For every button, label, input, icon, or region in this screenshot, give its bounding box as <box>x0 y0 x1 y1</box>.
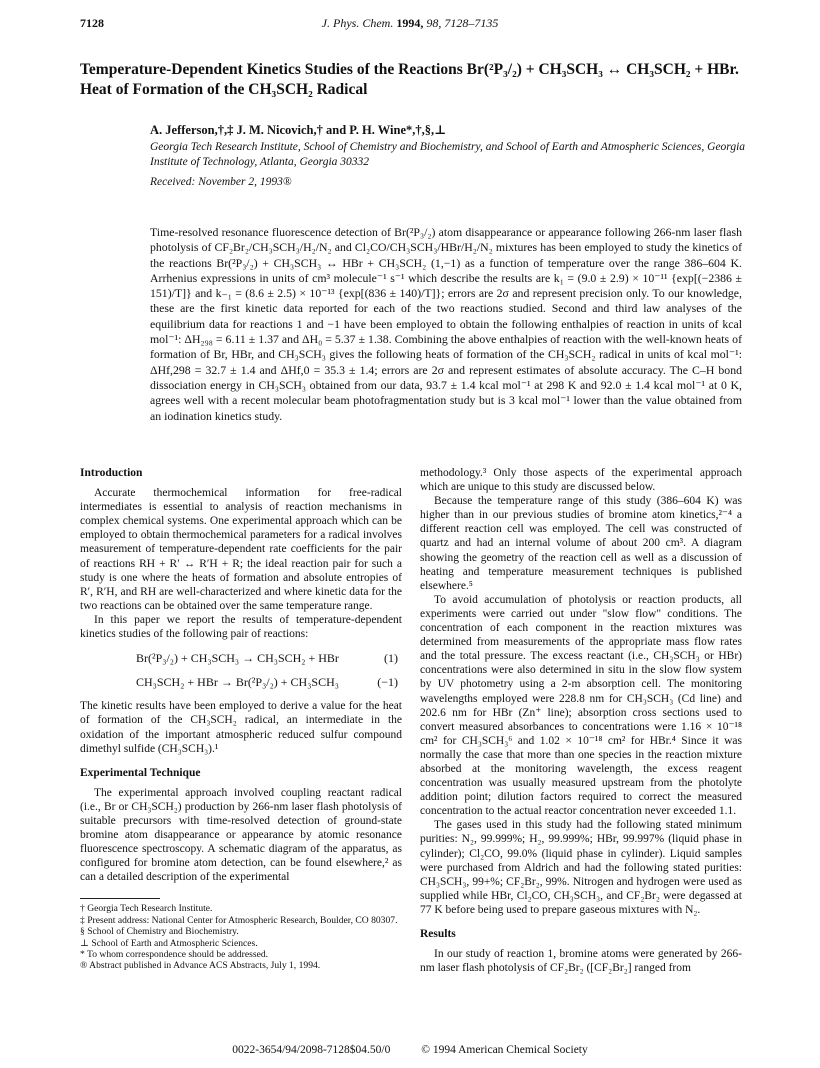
received-date: Received: November 2, 1993® <box>150 176 292 188</box>
intro-paragraph-2: In this paper we report the results of temperature-dependent kinetics studies of the following pair of reactions: <box>80 613 402 641</box>
author-list: A. Jefferson,†,‡ J. M. Nicovich,† and P. H. Wine*,†,§,⊥ <box>150 123 447 137</box>
experimental-paragraph-2: Because the temperature range of this study (386–604 K) was higher than in our previous studies of bromine atom kinetics,²⁻⁴ a different reaction cell was employed. The cell was constructed of quartz and had an internal volume of about 200 cm³. A diagram showing the geometry of the reaction cell as well as a discussion of heating and temperature measurement techniques is published elsewhere.⁵ <box>420 495 742 592</box>
footnote: † Georgia Tech Research Institute. <box>80 903 213 915</box>
page-number: 7128 <box>80 16 104 30</box>
running-head <box>80 16 740 34</box>
page-footer <box>80 1044 740 1056</box>
experimental-paragraph-3: To avoid accumulation of photolysis or reaction products, all experiments were carried out under "slow flow" conditions. The concentration of each component in the reaction mixtures was determined from measurements of the appropriate mass flow rates and the total pressure. The excess reactant (i.e., CH₃SCH₃ or HBr) concentrations were also determined in situ in the slow flow system by UV photometry using a 2-m absorption cell. The monitoring wavelengths employed were 228.8 nm for CH₃SCH₃ (Cd line) and 202.6 nm for HBr (Zn⁺ line); absorption cross sections used to convert measured absorbances to concentrations were 1.16 × 10⁻¹⁸ cm² for CH₃SCH₃⁶ and 1.02 × 10⁻¹⁸ cm² for HBr.⁴ Since it was normally the case that more than one species in the reaction mixture absorbed at the monitoring wavelength, the excess reagent concentration was usually measured upstream from the photolyte addition point; dilution factors required to correct the measured concentration to the actual reactor concentration never exceeded 1.1. <box>420 593 742 818</box>
journal-year: 1994, <box>396 16 424 30</box>
section-heading-introduction: Introduction <box>80 467 143 479</box>
article-code: 0022-3654/94/2098-7128$04.50/0 <box>232 1044 391 1056</box>
footnote-rule <box>80 898 160 899</box>
journal-citation <box>80 16 740 31</box>
intro-paragraph-3: The kinetic results have been employed to derive a value for the heat of formation of the CH₃SCH₂ radical, an intermediate in the oxidation of the important atmospheric reduced sulfur compound dimethyl sulfide (CH₃SCH₃).¹ <box>80 700 402 755</box>
right-column <box>420 466 742 975</box>
affiliation: Georgia Tech Research Institute, School of Chemistry and Biochemistry, and School of Earth and Atmospheric Sciences, Georgia Institute of Technology, Atlanta, Georgia 30332 <box>150 141 746 168</box>
intro-paragraph-1: Accurate thermochemical information for free-radical intermediates is essential to analysis of reaction mechanisms in complex chemical systems. One experimental approach which can be employed to obtain thermochemical parameters for a radical involves measurement of temperature-dependent rate coefficients for the pair of reactions RH + R′ ↔ R′H + R; the ideal reaction pair for such a study is one where the heats of formation and absolute entropies of R′, R′H, and RH are well-characterized and where kinetic data for the two reactions can be obtained over the same temperature range. <box>80 487 402 612</box>
copyright-notice: © 1994 American Chemical Society <box>421 1044 588 1056</box>
reaction-equation-minus-1 <box>80 675 402 689</box>
footnote: * To whom correspondence should be addressed. <box>80 949 269 961</box>
article-title: Temperature-Dependent Kinetics Studies of the Reactions Br(²P₃/₂) + CH₃SCH₃ ↔ CH₃SCH₂ + HBr. Heat of Formation of the CH₃SCH₂ Radical <box>80 61 739 98</box>
footnotes <box>80 903 402 971</box>
footnote: ‡ Present address: National Center for Atmospheric Research, Boulder, CO 80307. <box>80 914 398 926</box>
journal-name: J. Phys. Chem. <box>321 16 394 30</box>
footnote: ® Abstract published in Advance ACS Abstracts, July 1, 1994. <box>80 960 321 972</box>
section-heading-results: Results <box>420 928 456 940</box>
footnote: ⊥ School of Earth and Atmospheric Sciences. <box>80 937 258 949</box>
journal-volume-pages: 98, 7128–7135 <box>426 16 499 30</box>
left-column <box>80 466 402 972</box>
experimental-paragraph-4: The gases used in this study had the following stated minimum purities: N₂, 99.999%; H₂, 99.999%; HBr, 99.997% (liquid phase in cylinder); Cl₂CO, 99.0% (liquid phase in cylinder). Liquid samples were purchased from Aldrich and had the following stated purities: CH₃SCH₃, 99+%; CF₂Br₂, 99%. Nitrogen and hydrogen were used as supplied while HBr, Cl₂CO, CH₃SCH₃, and CF₂Br₂ were degassed at 77 K before being used to prepare gaseous mixtures with N₂. <box>420 819 742 916</box>
reaction-equation-1 <box>80 651 402 665</box>
reaction-1-number: (1) <box>384 651 398 666</box>
reaction-minus-1-number: (−1) <box>377 675 398 690</box>
reaction-1-text: Br(²P₃/₂) + CH₃SCH₃ → CH₃SCH₂ + HBr <box>136 651 339 666</box>
results-paragraph-1: In our study of reaction 1, bromine atoms were generated by 266-nm laser flash photolysis of CF₂Br₂ ([CF₂Br₂] ranged from <box>420 948 742 975</box>
footnote: § School of Chemistry and Biochemistry. <box>80 926 239 938</box>
abstract: Time-resolved resonance fluorescence detection of Br(²P₃/₂) atom disappearance or appearance following 266-nm laser flash photolysis of CF₂Br₂/CH₃SCH₃/H₂/N₂ and Cl₂CO/CH₃SCH₃/HBr/H₂/N₂ mixtures has been employed to study the kinetics of the reactions Br(²P₃/₂) + CH₃SCH₃ ↔ HBr + CH₃SCH₂ (1,−1) as a function of temperature over the range 386–604 K. Arrhenius expressions in units of cm³ molecule⁻¹ s⁻¹ which describe the results are k₁ = (9.0 ± 2.9) × 10⁻¹¹ {exp[(−2386 ± 151)/T]} and k₋₁ = (8.6 ± 2.5) × 10⁻¹³ {exp[(836 ± 140)/T]}; errors are 2σ and represent precision only. To our knowledge, these are the first kinetic data reported for each of the two reactions studied. Second and third law analyses of the equilibrium data for reactions 1 and −1 have been employed to obtain the following enthalpies of reaction in units of kcal mol⁻¹: ΔH₂₉₈ = 6.11 ± 1.37 and ΔH₀ = 5.37 ± 1.38. Combining the above enthalpies of reaction with the well-known heats of formation of Br, HBr, and CH₃SCH₃ gives the following heats of formation of the CH₃SCH₂ radical in units of kcal mol⁻¹: ΔHf,298 = 32.7 ± 1.4 and ΔHf,0 = 35.3 ± 1.4; errors are 2σ and represent estimates of absolute accuracy. The C–H bond dissociation energy in CH₃SCH₃ obtained from our data, 93.7 ± 1.4 kcal mol⁻¹ at 298 K and 92.0 ± 1.4 kcal mol⁻¹ at 0 K, agrees well with a recent molecular beam photofragmentation study but is 3 kcal mol⁻¹ lower than the value obtained from an iodination kinetics study. <box>150 225 742 423</box>
experimental-paragraph-continued: methodology.³ Only those aspects of the experimental approach which are unique to this study are discussed below. <box>420 467 742 494</box>
reaction-minus-1-text: CH₃SCH₂ + HBr → Br(²P₃/₂) + CH₃SCH₃ <box>136 675 339 690</box>
experimental-paragraph-1: The experimental approach involved coupling reactant radical (i.e., Br or CH₃SCH₂) production by 266-nm laser flash photolysis of suitable precursors with time-resolved detection of ground-state bromine atom disappearance or appearance by atomic resonance fluorescence spectroscopy. A schematic diagram of the apparatus, as configured for bromine atom detection, can be found elsewhere,² as can a detailed description of the experimental <box>80 786 402 884</box>
section-heading-experimental: Experimental Technique <box>80 766 201 779</box>
